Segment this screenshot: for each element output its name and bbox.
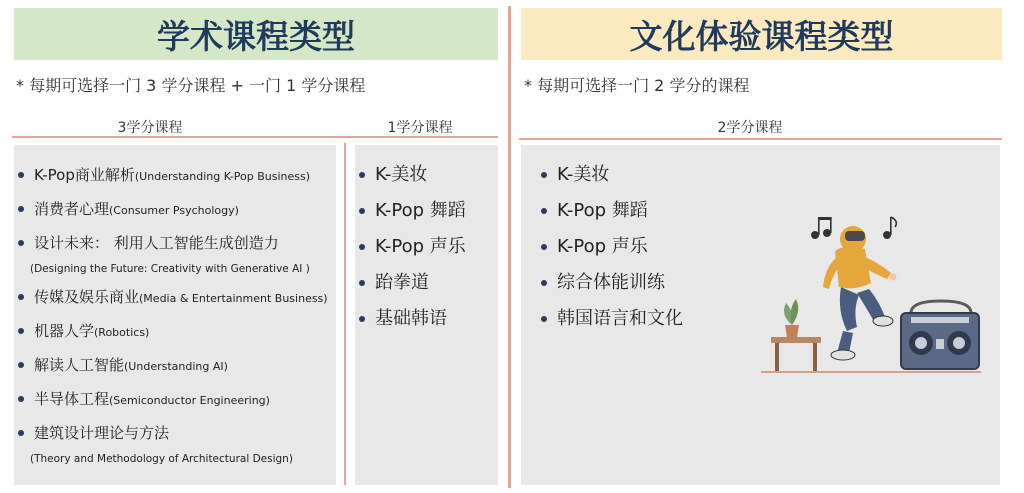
culture-note: * 每期可选择一门 2 学分的课程 bbox=[524, 76, 750, 95]
music-note-icon bbox=[883, 217, 896, 239]
panel-2credit bbox=[521, 145, 1000, 485]
col-2credit-head: 2学分课程 bbox=[717, 120, 783, 136]
dancer-icon bbox=[823, 226, 897, 360]
course-name-zh: 半导体工程 bbox=[34, 390, 110, 408]
course-name-en: (Understanding AI) bbox=[124, 360, 228, 373]
course-1credit-item: 跆拳道 bbox=[357, 269, 466, 305]
course-2credit-item: K-Pop 舞蹈 bbox=[539, 197, 683, 233]
course-3credit-item bbox=[16, 321, 328, 343]
course-name-zh: 建筑设计理论与方法 bbox=[34, 424, 170, 442]
panel-1credit bbox=[355, 145, 498, 485]
col-1credit-head: 1学分课程 bbox=[387, 120, 453, 136]
course-name-en: (Designing the Future: Creativity with Generative AI ) bbox=[30, 263, 310, 275]
course-name-en: (Consumer Psychology) bbox=[109, 204, 239, 217]
course-1credit-item: 基础韩语 bbox=[357, 305, 466, 341]
course-2credit-item: 韩国语言和文化 bbox=[539, 305, 683, 341]
course-2credit-item: K-Pop 声乐 bbox=[539, 233, 683, 269]
course-3credit-item bbox=[16, 199, 328, 221]
list-2credit bbox=[539, 161, 683, 341]
course-3credit-item bbox=[16, 355, 328, 377]
course-name-en: (Media & Entertainment Business) bbox=[139, 292, 328, 305]
plant-table-icon bbox=[771, 299, 821, 371]
academic-note: * 每期可选择一门 3 学分课程 + 一门 1 学分课程 bbox=[16, 76, 366, 95]
academic-col-divider bbox=[344, 143, 346, 485]
course-name-en: (Robotics) bbox=[94, 326, 150, 339]
course-3credit-item bbox=[16, 389, 328, 411]
course-3credit-item bbox=[16, 165, 328, 187]
course-3credit-item bbox=[16, 423, 328, 443]
col-3credit-head: 3学分课程 bbox=[117, 120, 183, 136]
list-1credit bbox=[357, 161, 466, 341]
course-1credit-item: K-Pop 舞蹈 bbox=[357, 197, 466, 233]
dancer-boombox-illustration bbox=[761, 213, 981, 383]
course-3credit-item bbox=[16, 287, 328, 309]
course-name-en: (Theory and Methodology of Architectural Design) bbox=[30, 453, 293, 465]
course-name-zh: 设计未来： 利用人工智能生成创造力 bbox=[34, 234, 279, 252]
course-name-en-line bbox=[16, 261, 328, 277]
course-name-zh: 解读人工智能 bbox=[34, 356, 125, 374]
culture-title: 文化体验课程类型 bbox=[629, 16, 894, 56]
course-2credit-item: 综合体能训练 bbox=[539, 269, 683, 305]
boombox-icon bbox=[901, 301, 979, 369]
culture-divider bbox=[519, 138, 1002, 140]
course-name-zh: K-Pop商业解析 bbox=[34, 166, 135, 184]
list-3credit bbox=[16, 165, 328, 477]
course-1credit-item: K-Pop 声乐 bbox=[357, 233, 466, 269]
academic-title-box bbox=[14, 8, 498, 60]
course-3credit-item bbox=[16, 233, 328, 253]
course-name-en: (Understanding K-Pop Business) bbox=[134, 170, 310, 183]
course-name-en: (Semiconductor Engineering) bbox=[109, 394, 270, 407]
academic-divider bbox=[12, 136, 498, 138]
course-2credit-item: K-美妆 bbox=[539, 161, 683, 197]
academic-title: 学术课程类型 bbox=[157, 16, 355, 56]
music-note-icon bbox=[811, 217, 832, 239]
course-name-zh: 消费者心理 bbox=[34, 200, 110, 218]
course-name-zh: 机器人学 bbox=[34, 322, 95, 340]
course-name-zh: 传媒及娱乐商业 bbox=[34, 288, 140, 306]
section-divider bbox=[508, 6, 511, 488]
course-name-en-line bbox=[16, 451, 328, 467]
culture-title-box bbox=[521, 8, 1002, 60]
course-1credit-item: K-美妆 bbox=[357, 161, 466, 197]
panel-3credit bbox=[14, 145, 336, 485]
